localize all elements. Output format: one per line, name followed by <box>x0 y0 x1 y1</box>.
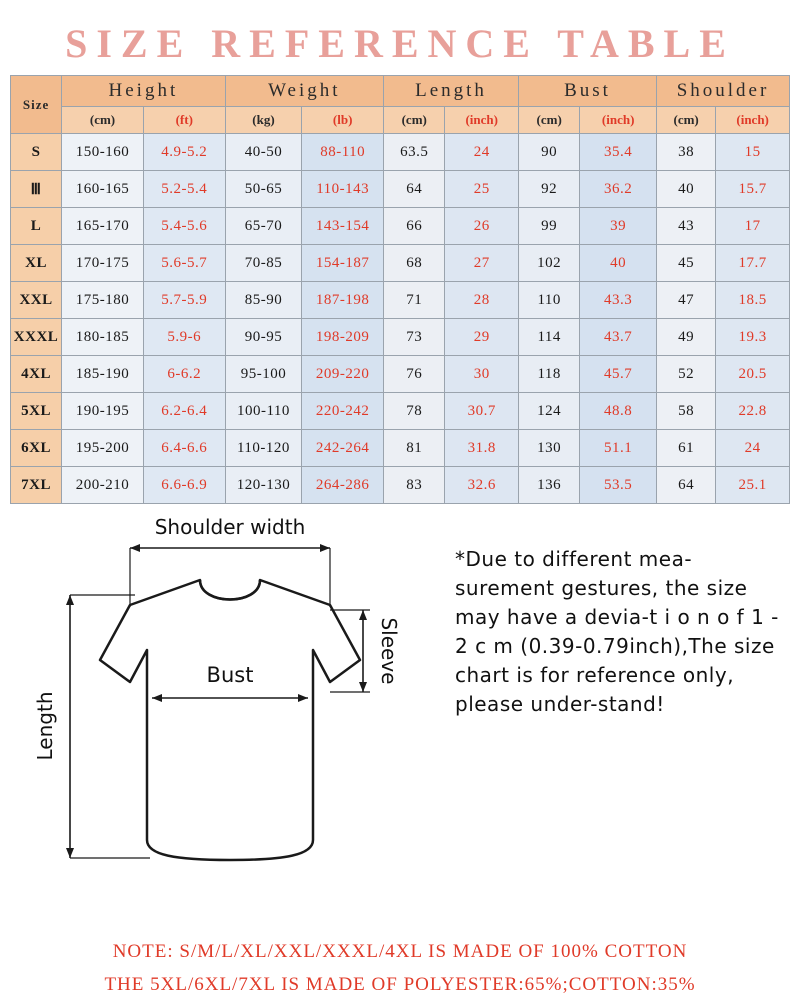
cell-shoulder-cm: 52 <box>657 356 716 393</box>
cell-height-ft: 5.7-5.9 <box>143 282 225 319</box>
header-unit-weight-kg: (kg) <box>225 107 302 134</box>
cell-height-ft: 5.9-6 <box>143 319 225 356</box>
table-row <box>11 282 790 319</box>
cell-length-cm: 73 <box>384 319 445 356</box>
cell-length-cm: 71 <box>384 282 445 319</box>
sleeve-label: Sleeve <box>377 617 401 685</box>
cell-bust-inch: 39 <box>580 208 657 245</box>
cell-shoulder-cm: 49 <box>657 319 716 356</box>
cell-shoulder-cm: 45 <box>657 245 716 282</box>
cell-length-cm: 81 <box>384 430 445 467</box>
cell-length-cm: 83 <box>384 467 445 504</box>
table-row <box>11 356 790 393</box>
cell-bust-inch: 51.1 <box>580 430 657 467</box>
header-unit-shoulder-inch: (inch) <box>716 107 790 134</box>
cell-bust-cm: 118 <box>519 356 580 393</box>
cell-size: L <box>11 208 62 245</box>
cell-length-inch: 29 <box>445 319 519 356</box>
cell-shoulder-inch: 17.7 <box>716 245 790 282</box>
cell-shoulder-inch: 24 <box>716 430 790 467</box>
cell-size: Ⅲ <box>11 171 62 208</box>
cell-shoulder-inch: 17 <box>716 208 790 245</box>
cell-length-inch: 25 <box>445 171 519 208</box>
sleeve-arrow-top <box>359 610 367 620</box>
cell-height-ft: 6-6.2 <box>143 356 225 393</box>
cell-length-cm: 63.5 <box>384 134 445 171</box>
footer-note-line-2: THE 5XL/6XL/7XL IS MADE OF POLYESTER:65%;COTTON:35% <box>104 973 696 995</box>
table-row <box>11 245 790 282</box>
cell-length-inch: 31.8 <box>445 430 519 467</box>
cell-weight-kg: 100-110 <box>225 393 302 430</box>
table-row <box>11 208 790 245</box>
cell-shoulder-inch: 25.1 <box>716 467 790 504</box>
cell-height-cm: 190-195 <box>62 393 144 430</box>
header-group-shoulder: Shoulder <box>657 76 790 107</box>
cell-length-inch: 30 <box>445 356 519 393</box>
cell-weight-lb: 143-154 <box>302 208 384 245</box>
cell-weight-lb: 154-187 <box>302 245 384 282</box>
cell-height-cm: 170-175 <box>62 245 144 282</box>
cell-bust-cm: 92 <box>519 171 580 208</box>
cell-shoulder-inch: 20.5 <box>716 356 790 393</box>
diagram-and-note-section <box>0 510 800 890</box>
cell-bust-inch: 43.7 <box>580 319 657 356</box>
header-size: Size <box>11 76 62 134</box>
footer-note-line-1: NOTE: S/M/L/XL/XXL/XXXL/4XL IS MADE OF 100% COTTON <box>112 941 688 963</box>
cell-bust-cm: 99 <box>519 208 580 245</box>
cell-height-ft: 6.6-6.9 <box>143 467 225 504</box>
cell-weight-kg: 120-130 <box>225 467 302 504</box>
cell-size: 5XL <box>11 393 62 430</box>
table-row <box>11 319 790 356</box>
cell-length-cm: 76 <box>384 356 445 393</box>
cell-shoulder-inch: 19.3 <box>716 319 790 356</box>
cell-size: 6XL <box>11 430 62 467</box>
cell-bust-cm: 110 <box>519 282 580 319</box>
cell-height-ft: 5.6-5.7 <box>143 245 225 282</box>
cell-weight-kg: 40-50 <box>225 134 302 171</box>
table-row <box>11 134 790 171</box>
cell-bust-cm: 102 <box>519 245 580 282</box>
cell-shoulder-cm: 38 <box>657 134 716 171</box>
cell-weight-lb: 242-264 <box>302 430 384 467</box>
cell-bust-inch: 45.7 <box>580 356 657 393</box>
cell-weight-kg: 110-120 <box>225 430 302 467</box>
cell-bust-inch: 43.3 <box>580 282 657 319</box>
cell-weight-kg: 70-85 <box>225 245 302 282</box>
cell-weight-lb: 88-110 <box>302 134 384 171</box>
header-group-bust: Bust <box>519 76 657 107</box>
cell-height-ft: 4.9-5.2 <box>143 134 225 171</box>
cell-bust-cm: 90 <box>519 134 580 171</box>
cell-height-cm: 165-170 <box>62 208 144 245</box>
measurement-note <box>455 545 785 719</box>
shoulder-width-label: Shoulder width <box>154 515 306 539</box>
cell-bust-cm: 136 <box>519 467 580 504</box>
length-arrow-top <box>66 595 74 605</box>
cell-bust-inch: 48.8 <box>580 393 657 430</box>
size-table-body <box>11 134 790 504</box>
cell-bust-inch: 40 <box>580 245 657 282</box>
cell-bust-inch: 35.4 <box>580 134 657 171</box>
table-row <box>11 467 790 504</box>
header-unit-shoulder-cm: (cm) <box>657 107 716 134</box>
cell-shoulder-inch: 15.7 <box>716 171 790 208</box>
shoulder-arrow-right <box>320 544 330 552</box>
table-group-header-row <box>11 76 790 107</box>
cell-weight-kg: 85-90 <box>225 282 302 319</box>
cell-height-ft: 5.4-5.6 <box>143 208 225 245</box>
header-unit-weight-lb: (lb) <box>302 107 384 134</box>
cell-bust-cm: 124 <box>519 393 580 430</box>
header-unit-height-ft: (ft) <box>143 107 225 134</box>
header-unit-height-cm: (cm) <box>62 107 144 134</box>
cell-length-cm: 78 <box>384 393 445 430</box>
cell-size: 7XL <box>11 467 62 504</box>
cell-weight-lb: 209-220 <box>302 356 384 393</box>
tshirt-measurement-diagram <box>30 510 430 890</box>
cell-length-inch: 24 <box>445 134 519 171</box>
length-label: Length <box>33 691 57 761</box>
cell-shoulder-cm: 58 <box>657 393 716 430</box>
cell-shoulder-cm: 64 <box>657 467 716 504</box>
cell-length-inch: 28 <box>445 282 519 319</box>
cell-weight-kg: 65-70 <box>225 208 302 245</box>
cell-bust-cm: 114 <box>519 319 580 356</box>
cell-size: XL <box>11 245 62 282</box>
size-table-wrapper <box>10 75 790 504</box>
tshirt-svg <box>30 510 430 890</box>
cell-size: S <box>11 134 62 171</box>
table-row <box>11 393 790 430</box>
cell-bust-cm: 130 <box>519 430 580 467</box>
cell-height-cm: 185-190 <box>62 356 144 393</box>
cell-length-cm: 64 <box>384 171 445 208</box>
cell-length-inch: 32.6 <box>445 467 519 504</box>
cell-length-cm: 68 <box>384 245 445 282</box>
cell-height-ft: 6.4-6.6 <box>143 430 225 467</box>
header-unit-length-inch: (inch) <box>445 107 519 134</box>
cell-weight-kg: 50-65 <box>225 171 302 208</box>
cell-size: 4XL <box>11 356 62 393</box>
cell-length-inch: 26 <box>445 208 519 245</box>
size-reference-table <box>10 75 790 504</box>
table-row <box>11 171 790 208</box>
footer-notes <box>0 936 800 1001</box>
header-group-weight: Weight <box>225 76 383 107</box>
header-unit-length-cm: (cm) <box>384 107 445 134</box>
header-unit-bust-inch: (inch) <box>580 107 657 134</box>
cell-weight-lb: 110-143 <box>302 171 384 208</box>
cell-height-cm: 175-180 <box>62 282 144 319</box>
cell-shoulder-cm: 61 <box>657 430 716 467</box>
table-unit-header-row <box>11 107 790 134</box>
cell-shoulder-cm: 43 <box>657 208 716 245</box>
cell-shoulder-inch: 18.5 <box>716 282 790 319</box>
cell-shoulder-cm: 47 <box>657 282 716 319</box>
table-row <box>11 430 790 467</box>
page-title: SIZE REFERENCE TABLE <box>65 21 735 66</box>
cell-height-cm: 180-185 <box>62 319 144 356</box>
cell-height-ft: 6.2-6.4 <box>143 393 225 430</box>
cell-height-cm: 200-210 <box>62 467 144 504</box>
cell-weight-kg: 95-100 <box>225 356 302 393</box>
cell-length-cm: 66 <box>384 208 445 245</box>
cell-length-inch: 27 <box>445 245 519 282</box>
tshirt-outline <box>100 580 360 860</box>
header-group-height: Height <box>62 76 226 107</box>
cell-length-inch: 30.7 <box>445 393 519 430</box>
header-group-length: Length <box>384 76 519 107</box>
cell-size: XXL <box>11 282 62 319</box>
sleeve-arrow-bottom <box>359 682 367 692</box>
cell-height-ft: 5.2-5.4 <box>143 171 225 208</box>
header-unit-bust-cm: (cm) <box>519 107 580 134</box>
cell-height-cm: 195-200 <box>62 430 144 467</box>
cell-weight-lb: 198-209 <box>302 319 384 356</box>
measurement-note-text: *Due to different mea-surement gestures, the size may have a devia-t i o n o f 1 - 2 c m (0.39-0.79inch),The size chart is for reference only, please under-stand! <box>455 547 779 716</box>
cell-size: XXXL <box>11 319 62 356</box>
cell-height-cm: 160-165 <box>62 171 144 208</box>
cell-weight-lb: 220-242 <box>302 393 384 430</box>
cell-height-cm: 150-160 <box>62 134 144 171</box>
cell-shoulder-inch: 15 <box>716 134 790 171</box>
shoulder-arrow-left <box>130 544 140 552</box>
cell-bust-inch: 36.2 <box>580 171 657 208</box>
cell-shoulder-inch: 22.8 <box>716 393 790 430</box>
cell-weight-kg: 90-95 <box>225 319 302 356</box>
cell-bust-inch: 53.5 <box>580 467 657 504</box>
cell-shoulder-cm: 40 <box>657 171 716 208</box>
length-arrow-bottom <box>66 848 74 858</box>
cell-weight-lb: 264-286 <box>302 467 384 504</box>
cell-weight-lb: 187-198 <box>302 282 384 319</box>
bust-label: Bust <box>206 663 254 687</box>
